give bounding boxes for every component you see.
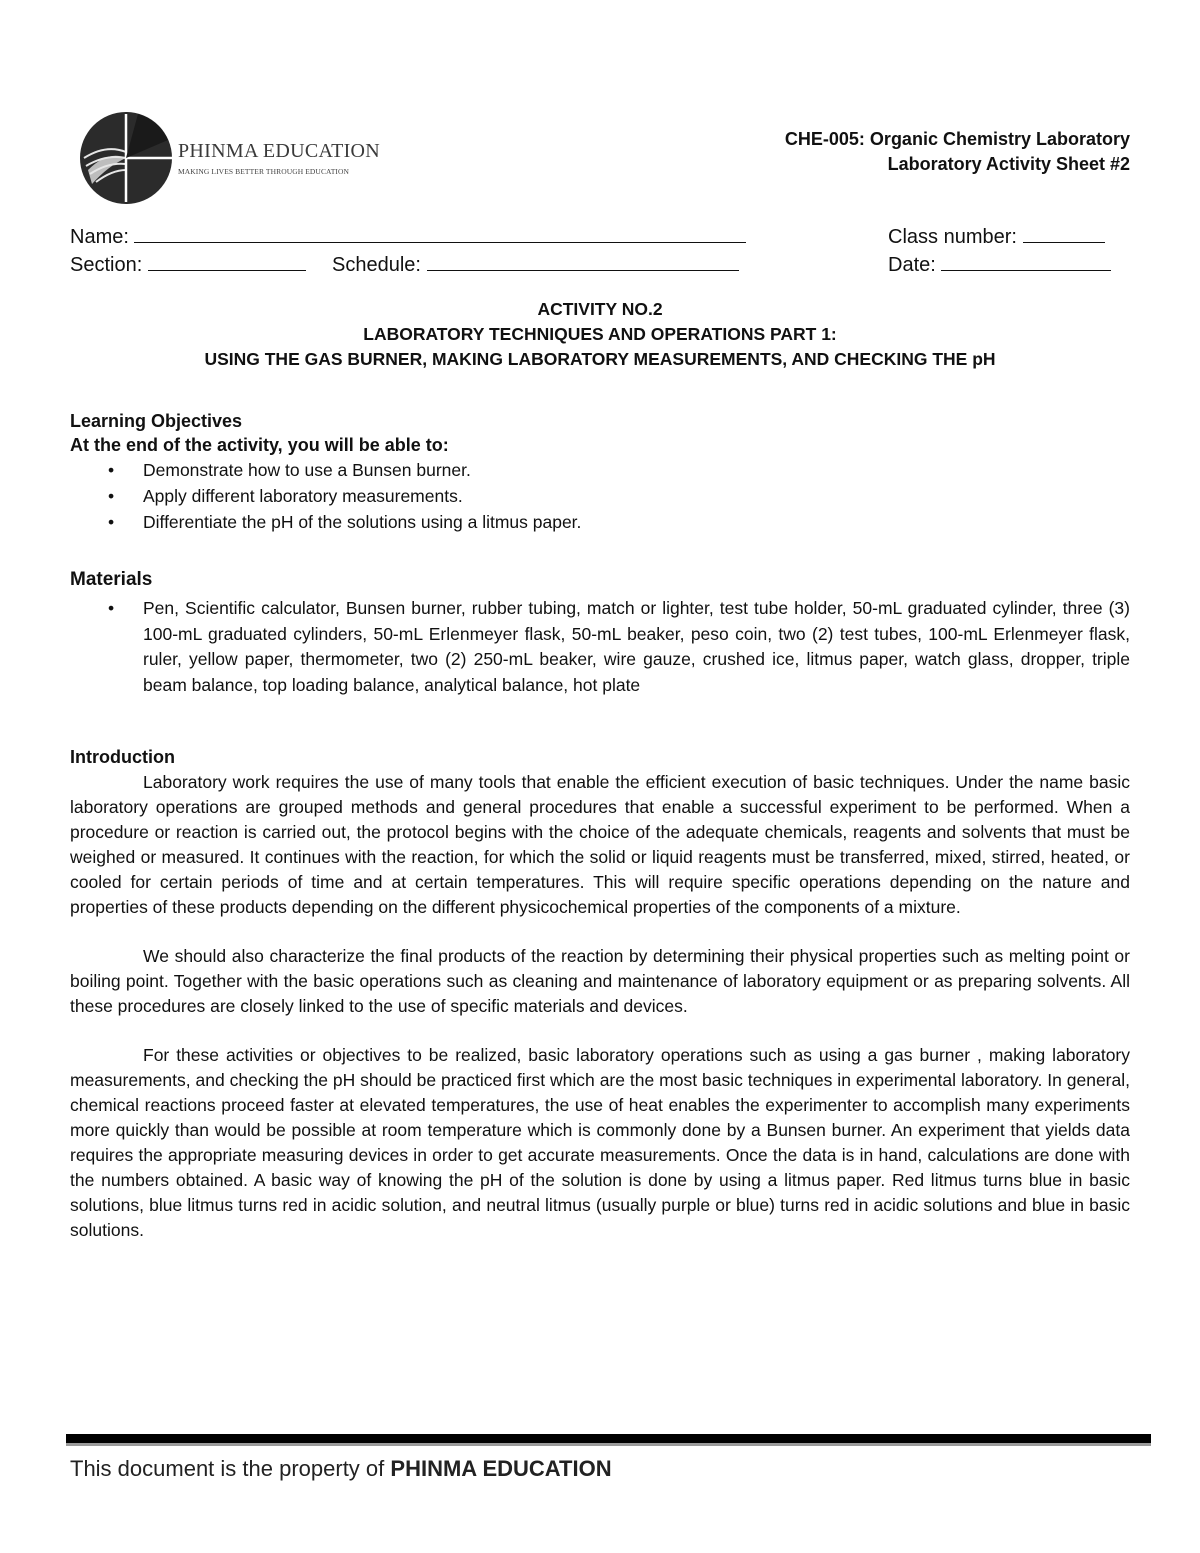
schedule-label: Schedule:	[332, 254, 421, 276]
introduction-paragraph-2: We should also characterize the final products of the reaction by determining their physical properties such as melting point or boiling point. Together with the basic operations such as cleaning and maintenance of laboratory equipment or as preparing solvents. All these procedures are closely linked to the use of specific materials and devices.	[70, 946, 1130, 1016]
date-blank[interactable]	[941, 250, 1111, 271]
date-field	[888, 250, 1111, 277]
materials-section	[70, 568, 1130, 698]
section-field	[70, 250, 306, 277]
footer-owner: PHINMA EDUCATION	[390, 1456, 612, 1481]
materials-heading: Materials	[70, 569, 153, 590]
logo-name: PHINMA EDUCATION	[178, 140, 381, 162]
introduction-paragraph-1: Laboratory work requires the use of many tools that enable the efficient execution of basic techniques. Under the name basic laboratory operations are grouped methods and general procedures that enable a successful experiment to be performed. When a procedure or reaction is carried out, the protocol begins with the choice of the adequate chemicals, reagents and solvents that must be weighed or measured. It continues with the reaction, for which the solid or liquid reagents must be transferred, mixed, stirred, heated, or cooled for certain periods of time and at certain temperatures. This will require specific operations depending on the nature and properties of these products depending on the different physicochemical properties of the components of a mixture.	[70, 772, 1130, 917]
objectives-intro: At the end of the activity, you will be able to:	[70, 435, 449, 455]
objectives-heading: Learning Objectives	[70, 411, 243, 431]
objectives-list	[70, 457, 1130, 535]
list-item: • Apply different laboratory measurements.	[70, 483, 1130, 509]
materials-list	[70, 596, 1130, 698]
class-number-field	[888, 222, 1105, 249]
name-blank[interactable]	[134, 222, 746, 243]
list-item: • Differentiate the pH of the solutions using a litmus paper.	[70, 509, 1130, 535]
introduction-section	[70, 745, 1130, 1243]
phinma-globe-icon	[78, 110, 174, 206]
activity-subtitle: USING THE GAS BURNER, MAKING LABORATORY MEASUREMENTS, AND CHECKING THE pH	[204, 349, 996, 369]
section-label: Section:	[70, 254, 143, 276]
date-label: Date:	[888, 254, 936, 276]
list-item: • Demonstrate how to use a Bunsen burner.	[70, 457, 1130, 483]
objectives-section	[70, 409, 1130, 535]
introduction-paragraph-3: For these activities or objectives to be realized, basic laboratory operations such as using a gas burner , making laboratory measurements, and checking the pH should be practiced first which are the most basic techniques in experimental laboratory. In general, chemical reactions proceed faster at elevated temperatures, the use of heat enables the experimenter to accomplish many experiments more quickly than would be possible at room temperature which is commonly done by a Bunsen burner. An experiment that yields data requires the appropriate measuring devices in order to get accurate measurements. Once the data is in hand, calculations are done with the numbers obtained. A basic way of knowing the pH of the solution is done by using a litmus paper. Red litmus turns blue in basic solutions, blue litmus turns red in acidic solution, and neutral litmus (usually purple or blue) turns red in acidic solutions and blue in basic solutions.	[70, 1045, 1130, 1240]
schedule-field	[332, 250, 739, 277]
activity-sheet-number: Laboratory Activity Sheet #2	[887, 154, 1130, 174]
name-label: Name:	[70, 226, 129, 248]
list-item: • Pen, Scientific calculator, Bunsen burner, rubber tubing, match or lighter, test tube holder, 50-mL graduated cylinder, three (3) 100-mL graduated cylinders, 50-mL Erlenmeyer flask, 50-mL beaker, peso coin, two (2) test tubes, 100-mL Erlenmeyer flask, ruler, yellow paper, thermometer, two (2) 250-mL beaker, wire gauze, crushed ice, litmus paper, watch glass, dropper, triple beam balance, top loading balance, analytical balance, hot plate	[70, 596, 1130, 698]
course-title: CHE-005: Organic Chemistry Laboratory	[784, 129, 1130, 149]
footer-rule	[66, 1434, 1151, 1443]
introduction-heading: Introduction	[70, 747, 175, 767]
footer-rule-shadow	[66, 1443, 1151, 1446]
class-number-blank[interactable]	[1023, 222, 1105, 243]
logo-tagline: MAKING LIVES BETTER THROUGH EDUCATION	[178, 167, 350, 176]
phinma-logo	[78, 110, 381, 210]
footer-ownership-note	[70, 1456, 612, 1482]
schedule-blank[interactable]	[427, 250, 739, 271]
activity-title	[0, 297, 1200, 372]
course-header	[785, 127, 1130, 177]
class-number-label: Class number:	[888, 226, 1017, 248]
activity-title-line: LABORATORY TECHNIQUES AND OPERATIONS PART 1:	[363, 324, 837, 344]
name-field	[70, 222, 746, 249]
footer-prefix: This document is the property of	[70, 1456, 385, 1481]
activity-number: ACTIVITY NO.2	[537, 299, 663, 319]
section-blank[interactable]	[148, 250, 306, 271]
